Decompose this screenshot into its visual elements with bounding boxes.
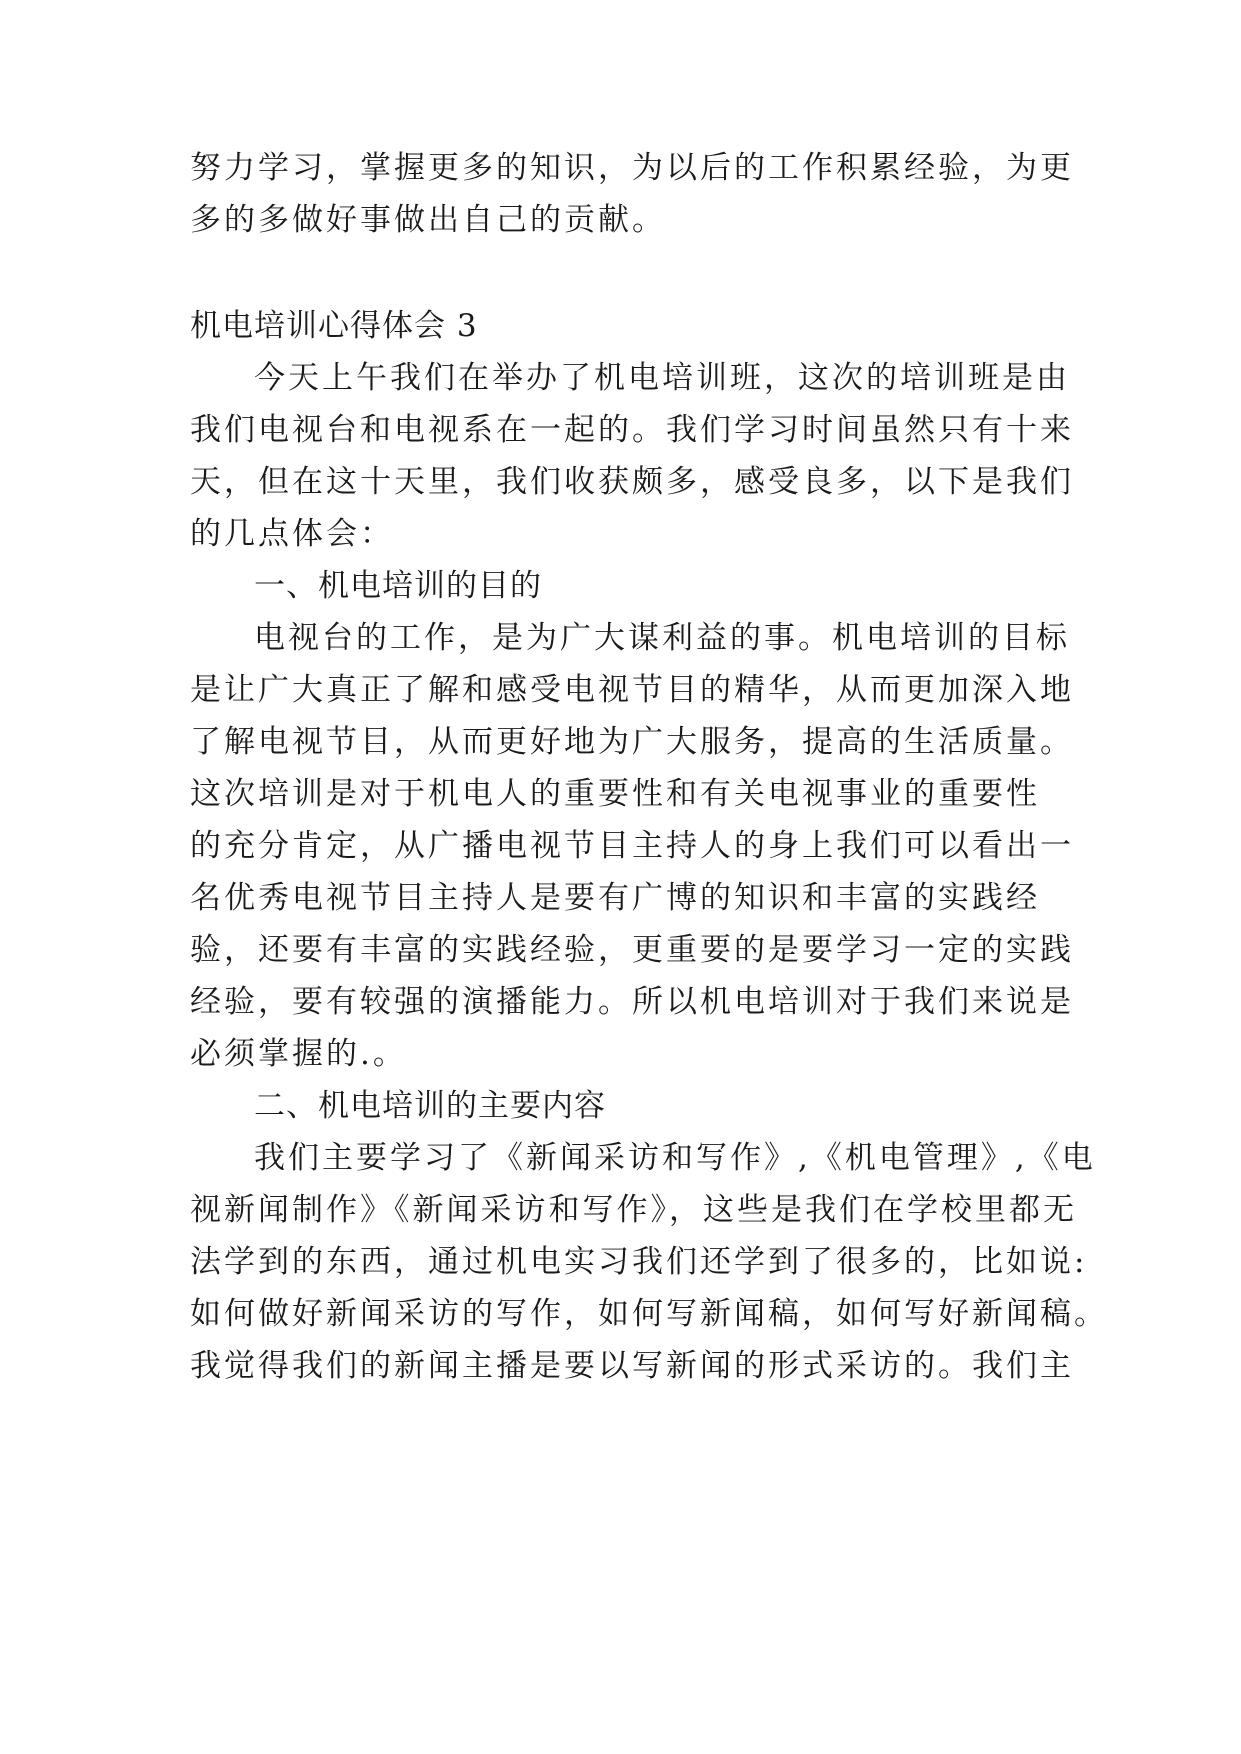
text-line: 如何做好新闻采访的写作，如何写新闻稿，如何写好新闻稿。 bbox=[190, 1296, 1108, 1332]
text-line: 多的多做好事做出自己的贡献。 bbox=[190, 202, 666, 238]
text-line: 天，但在这十天里，我们收获颇多，感受良多，以下是我们 bbox=[190, 464, 1074, 500]
text-line: 经验，要有较强的演播能力。所以机电培训对于我们来说是 bbox=[190, 984, 1074, 1020]
text-line: 我觉得我们的新闻主播是要以写新闻的形式采访的。我们主 bbox=[190, 1348, 1074, 1384]
text-line: 法学到的东西，通过机电实习我们还学到了很多的，比如说: bbox=[190, 1244, 1088, 1280]
text-line: 电视台的工作，是为广大谋利益的事。机电培训的目标 bbox=[254, 620, 1070, 656]
text-line: 了解电视节目，从而更好地为广大服务，提高的生活质量。 bbox=[190, 724, 1074, 760]
text-line: 努力学习，掌握更多的知识，为以后的工作积累经验，为更 bbox=[190, 150, 1074, 186]
text-line: 我们主要学习了《新闻采访和写作》,《机电管理》,《电 bbox=[254, 1140, 1096, 1176]
heading-purpose: 一、机电培训的目的 bbox=[254, 568, 542, 604]
section-title: 机电培训心得体会 3 bbox=[190, 308, 478, 344]
text-line: 的几点体会： bbox=[190, 516, 394, 552]
text-line: 这次培训是对于机电人的重要性和有关电视事业的重要性 bbox=[190, 776, 1040, 812]
text-line: 视新闻制作》《新闻采访和写作》，这些是我们在学校里都无 bbox=[190, 1192, 1077, 1228]
text-line: 名优秀电视节目主持人是要有广博的知识和丰富的实践经 bbox=[190, 880, 1040, 916]
text-line: 今天上午我们在举办了机电培训班，这次的培训班是由 bbox=[254, 360, 1070, 396]
text-line: 是让广大真正了解和感受电视节目的精华，从而更加深入地 bbox=[190, 672, 1074, 708]
text-line: 的充分肯定，从广播电视节目主持人的身上我们可以看出一 bbox=[190, 828, 1074, 864]
heading-content: 二、机电培训的主要内容 bbox=[254, 1088, 606, 1124]
text-line: 验，还要有丰富的实践经验，更重要的是要学习一定的实践 bbox=[190, 932, 1074, 968]
text-line: 必须掌握的.。 bbox=[190, 1036, 407, 1072]
text-line: 我们电视台和电视系在一起的。我们学习时间虽然只有十来 bbox=[190, 412, 1074, 448]
